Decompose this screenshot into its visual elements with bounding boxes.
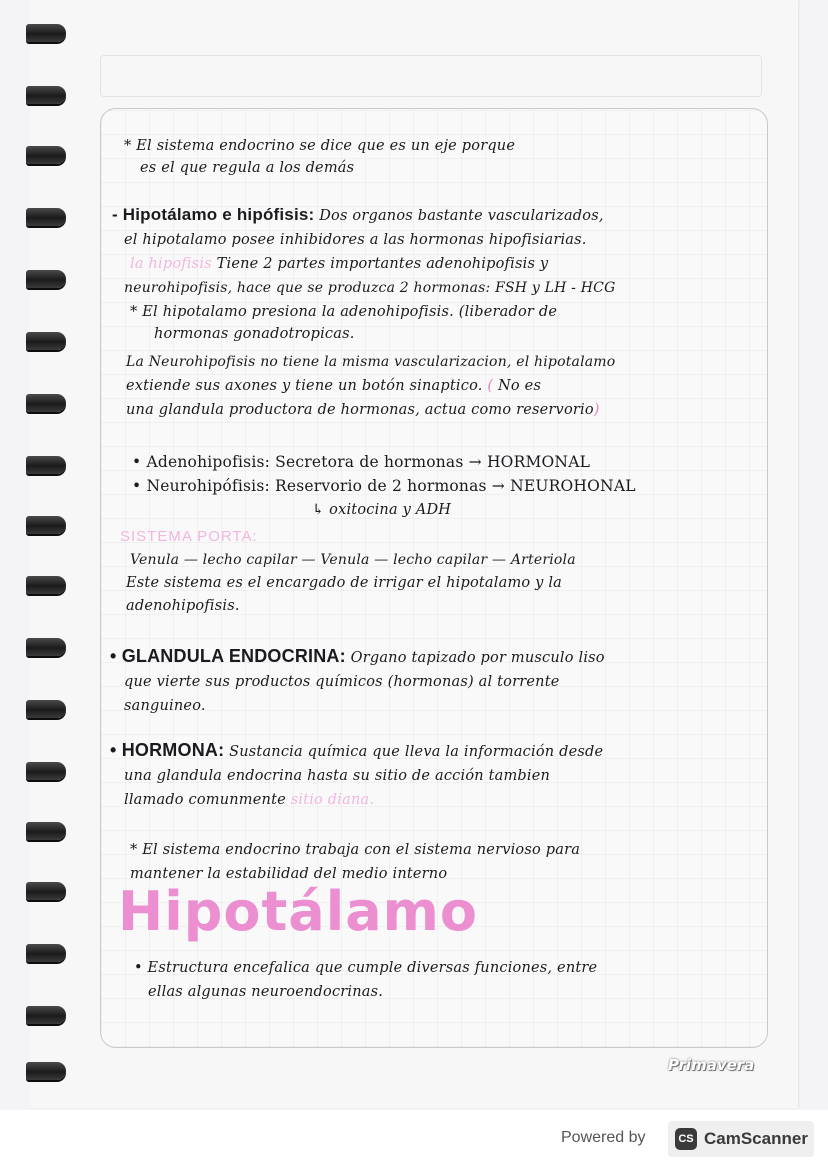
note-line: hormonas gonadotropicas. — [154, 326, 355, 342]
camscanner-name: CamScanner — [704, 1129, 808, 1148]
section-hipotalamo-hipofisis — [112, 204, 604, 227]
note-line: La Neurohipofisis no tiene la misma vascularizacion, el hipotalamo — [126, 354, 616, 370]
intro-line: es el que regula a los demás — [140, 160, 355, 176]
highlighted-word: sitio diana. — [290, 792, 375, 808]
spiral-ring — [26, 700, 66, 718]
note-text: Organo tapizado por musculo liso — [350, 650, 605, 666]
note-line: mantener la estabilidad del medio interno — [130, 866, 448, 882]
pink-paren: ( — [487, 378, 494, 394]
spiral-ring — [26, 270, 66, 288]
note-text: extiende sus axones y tiene un botón sinaptico. — [126, 378, 483, 394]
note-text: Sustancia química que lleva la información desde — [229, 744, 604, 760]
spiral-ring — [26, 762, 66, 780]
spiral-ring — [26, 1006, 66, 1024]
note-line: una glandula endocrina hasta su sitio de acción tambien — [124, 768, 551, 784]
note-line — [124, 790, 374, 811]
note-line: adenohipofisis. — [126, 598, 240, 614]
spiral-ring — [26, 24, 66, 42]
note-text: Tiene 2 partes importantes adenohipofisis y — [216, 256, 549, 272]
spiral-binding — [26, 16, 70, 1106]
note-line: sanguineo. — [124, 698, 206, 714]
spiral-ring — [26, 456, 66, 474]
note-line: neurohipofisis, hace que se produzca 2 hormonas: FSH y LH - HCG — [124, 280, 616, 296]
spiral-ring — [26, 882, 66, 900]
spiral-ring — [26, 944, 66, 962]
spiral-ring — [26, 516, 66, 534]
section-heading: • HORMONA: — [110, 740, 225, 760]
section-hormona — [110, 740, 603, 763]
notebook-brand: Primavera — [668, 1056, 755, 1074]
spiral-ring — [26, 332, 66, 350]
note-line — [126, 376, 541, 397]
intro-line: * El sistema endocrino se dice que es un eje porque — [124, 138, 516, 154]
spiral-ring — [26, 1062, 66, 1080]
spiral-ring — [26, 576, 66, 594]
note-text: Dos organos bastante vascularizados, — [319, 208, 604, 224]
spiral-ring — [26, 394, 66, 412]
sistema-porta-heading: SISTEMA PORTA: — [120, 528, 258, 545]
spiral-ring — [26, 208, 66, 226]
part-adenohipofisis: • Adenohipofisis: Secretora de hormonas → HORMONAL — [132, 453, 591, 471]
note-line: el hipotalamo posee inhibidores a las hormonas hipofisiarias. — [124, 232, 587, 248]
note-line — [130, 254, 548, 275]
note-line: * El hipotalamo presiona la adenohipofisis. (liberador de — [130, 304, 558, 320]
note-line: Venula — lecho capilar — Venula — lecho capilar — Arteriola — [130, 552, 576, 568]
note-line — [126, 400, 600, 421]
highlighted-word: la hipofisis — [130, 256, 212, 272]
pink-paren: ) — [593, 402, 600, 418]
note-text: llamado comunmente — [124, 792, 286, 808]
spiral-ring — [26, 86, 66, 104]
note-line: • Estructura encefalica que cumple diversas funciones, entre — [134, 960, 598, 976]
part-hormones: ↳ oxitocina y ADH — [312, 502, 452, 518]
section-glandula — [110, 646, 605, 669]
powered-by-text: Powered by — [561, 1129, 646, 1146]
spiral-ring — [26, 146, 66, 164]
spiral-ring — [26, 822, 66, 840]
note-line: Este sistema es el encargado de irrigar el hipotalamo y la — [126, 575, 563, 591]
note-line: * El sistema endocrino trabaja con el sistema nervioso para — [130, 842, 581, 858]
part-neurohipofisis: • Neurohipófisis: Reservorio de 2 hormonas → NEUROHONAL — [132, 477, 636, 495]
note-text: una glandula productora de hormonas, actua como reservorio — [126, 402, 594, 418]
top-label-strip — [100, 55, 762, 97]
camscanner-badge — [668, 1121, 814, 1157]
spiral-ring — [26, 638, 66, 656]
hipotalamo-title: Hipotálamo — [118, 880, 479, 943]
section-heading: - Hipotálamo e hipófisis: — [112, 205, 315, 224]
note-line: que vierte sus productos químicos (hormonas) al torrente — [124, 674, 560, 690]
camscanner-logo-icon: CS — [675, 1128, 697, 1150]
section-heading: • GLANDULA ENDOCRINA: — [110, 646, 346, 666]
note-text: No es — [498, 378, 542, 394]
note-line: ellas algunas neuroendocrinas. — [148, 984, 384, 1000]
